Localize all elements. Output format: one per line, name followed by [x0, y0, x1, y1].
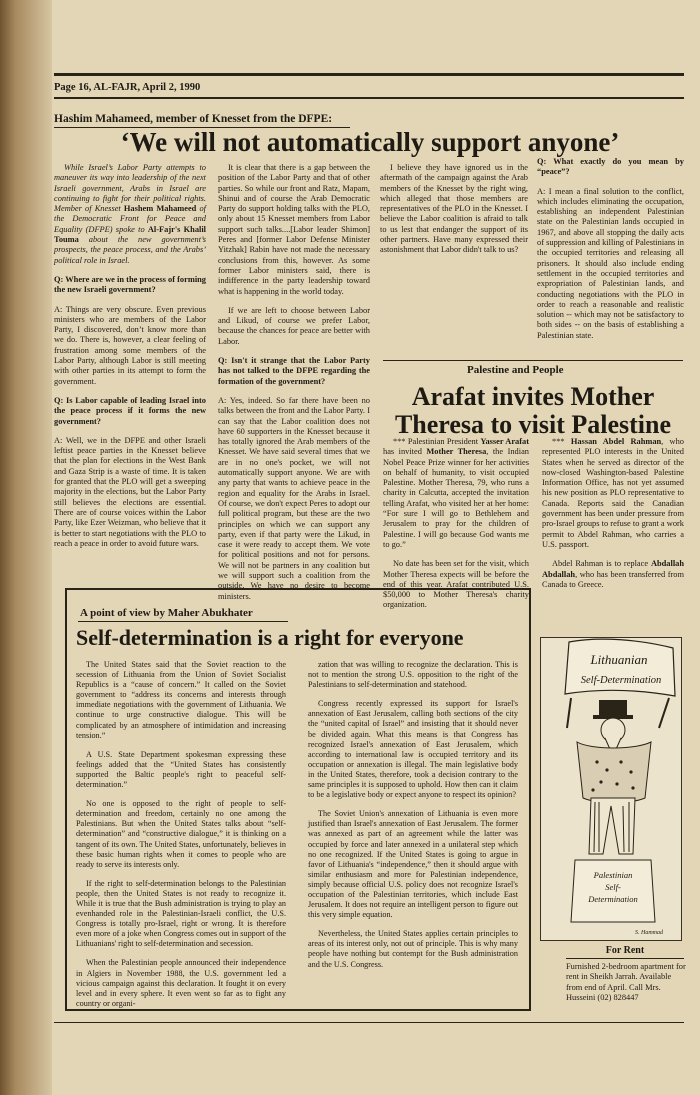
interview-column-1	[54, 163, 206, 558]
answer-2: A: Well, we in the DFPE and other Israeli leftist peace parties in the Knesset believe that the plan for elections in the West Bank and Gaza Strip is a waste of time. It is taken for granted that the PLO will get a sweeping majority in the elections, but the Labor Party still believes the elections are essential. There are of course voices within the Labor Party, like Ezer Weizman, who believe that it is better to start negotiations with the PLO to reach a peace in order to avoid future wars.	[54, 435, 206, 548]
running-head-rule	[54, 97, 684, 99]
question-1: Q: Where are we in the process of forming the new Israeli government?	[54, 274, 206, 295]
for-rent-heading: For Rent	[605, 945, 645, 956]
arafat-headline: Arafat invites Mother Theresa to visit Palestine	[394, 382, 672, 439]
cartoon-drawing	[541, 638, 681, 940]
arafat-paragraph-1: *** Palestinian President Yasser Arafat has invited Mother Theresa, the Indian Nobel Peace Prize winner for her activities on behalf of humanity, to visit occupied Palestine. Mother Theresa, 79, who runs a charity in Calcutta, accepted the invitation telling Arafat, who visited her at her home: “For sure I will go to Bethlehem and Jerusalem to pray for the children of Palestine. I will go because God wants me to go.”	[383, 437, 529, 549]
arafat-paragraph-4: Abdel Rahman is to replace Abdallah Abdallah, who has been transferred from Canada to Greece.	[542, 559, 684, 589]
left-arm-line	[567, 698, 571, 728]
pov-paragraph-2: A U.S. State Department spokesman expressing these feelings added that the “United States has consistently supported the Baltic people's right to peaceful self-determination.”	[76, 749, 286, 790]
tag-line-1: Palestinian	[593, 870, 633, 880]
sign-board	[565, 639, 675, 696]
arafat-paragraph-3: *** Hassan Abdel Rahman, who represented PLO interests in the United States when he served as director of the now-closed Washington-based Palestine Information Office, has not yet assumed his new position as PLO representative to Canada. Reports said the Canadian government has been under pressure from pro-Israel groups to refuse to grant a work permit to Abdel Rahman, who carries a U.S. passport.	[542, 437, 684, 549]
sign-text-bottom: Self-Determination	[580, 675, 662, 686]
interview-headline: ‘We will not automatically support anyone’	[120, 127, 620, 157]
interview-paragraph-4: If we are left to choose between Labor and Likud, of course we prefer Labor, because the chances for peace are better with Labor.	[218, 305, 370, 346]
point-of-view-headline: Self-determination is a right for everyone	[76, 625, 464, 650]
section-label: Palestine and People	[467, 364, 564, 376]
for-rent-rule	[566, 958, 684, 959]
cartoon	[540, 637, 682, 941]
tag-line-3: Determination	[588, 894, 638, 904]
answer-3: A: Yes, indeed. So far there have been no talks between the front and the Labor Party. I can say that the Labor coalition does not have 60 supporters in the Knesset because it has totally ignored the Arab members of the Knesset. We have said several times that we are in no one's pocket, we will not automatically support anyone. We are with any party that wants to achieve peace in the region and equality for the Arabs in Israel. Of course, we don't expect Peres to adopt our full political program, but these are the two principles on which we can support any party, even if that party were the Likud, in case it were ready to accept them. We vote for political positions and not for persons. We will not be partners in any coalition but we will support such a coalition from the outside. We have no desire to become ministers.	[218, 395, 370, 601]
point-of-view-byline-rule	[78, 621, 288, 622]
point-of-view-column-1	[76, 660, 286, 1018]
answer-4: A: I mean a final solution to the conflict, which includes eliminating the occupation, establishing an independent Palestinian state on the Palestinian lands occupied in 1967, and above all stopping the daily acts of suppression and killing of Palestinians in the occupied territories and releasing all prisoners. It should also include ending settlement in the occupied territories and expropriation of Palestinian lands, and conducting negotiations with the PLO in order to reach a reasonable and realistic solution -- which may not be satisfactory to both sides -- on the basis of establishing a Palestinian state.	[537, 186, 684, 340]
interview-column-2	[218, 163, 370, 611]
point-of-view-byline: A point of view by Maher Abukhater	[80, 607, 253, 619]
pov-paragraph-5: When the Palestinian people announced their independence in Algiers in November 1988, the U.S. government led a vicious campaign against this declaration. It fought it on every level and in every sphere. It even went so far as to fight any country or organi-	[76, 958, 286, 1008]
pov-paragraph-8: The Soviet Union's annexation of Lithuania is even more justified than Israel's annexation of East Jerusalem. The former was annexed as part of an agreement while the latter was occupied by force and later annexed in a unilateral step which no one recognized. If the United States is going to argue in favor of Lithuania's “independence,” then it should argue with similar enthusiasm and more for Palestinian independence, simply because official U.S. policy does not recognize Israel's occupation of the Palestinian territories, which include East Jerusalem. It does not require an intelligent person to figure out this very simple equation.	[308, 809, 518, 920]
question-2: Q: Is Labor capable of leading Israel into the peace process if it forms the new government?	[54, 395, 206, 426]
pov-paragraph-9: Nevertheless, the United States applies certain principles to areas of its interest only, not out of principle. This is why many people have nothing but contempt for the Bush administration and the U.S. Congress.	[308, 929, 518, 969]
pov-paragraph-3: No one is opposed to the right of people to self-determination and freedom, certainly no one among the Palestinians. But when the United States talks about “self-determination” and “constructive dialogue,” it is thinking on a tangent of its own. The United States, unfortunately, believes in these basic human rights when it comes to people who are ready to serve its interests only.	[76, 799, 286, 869]
interview-column-3	[380, 163, 528, 265]
interview-column-4	[537, 157, 684, 350]
interview-paragraph-3: It is clear that there is a gap between the position of the Labor Party and that of other parties. So while our front and Ratz, Mapam, Shinui and of course the Arab Democratic Party do support holding talks with the PLO, only about 15 Knesset members from Labor support such talks....[Labor leader Shimon] Peres and [former Labor Defense Minister Yitzhak] Rabin have not made the necessary conclusions from this, however. As some former Labor ministers said, there is indifference in the party leadership toward what is happening in the world today.	[218, 163, 370, 296]
bottom-rule	[54, 1022, 684, 1023]
question-3: Q: Isn't it strange that the Labor Party has not talked to the DFPE regarding the formation of the government?	[218, 356, 370, 386]
interview-intro: While Israel’s Labor Party attempts to maneuver its way into leadership of the next Israeli government, Arabs in Israel are continuing to fight for their political rights. Member of Knesset Hashem Mahameed of the Democratic Front for Peace and Equality (DFPE) spoke to Al-Fajr's Khalil Touma about the new government’s prospects, the peace process, and the Arabs’ political role in Israel.	[54, 163, 206, 265]
pov-paragraph-6: zation that was willing to recognize the declaration. This is not to mention the strong U.S. opposition to the right of the Palestinians to self-determination and statehood.	[308, 660, 518, 690]
right-arm-line	[659, 698, 669, 728]
sign-text-top: Lithuanian	[590, 652, 648, 667]
top-rule	[54, 73, 684, 76]
arafat-paragraph-2: No date has been set for the visit, which Mother Theresa expects will be before the end of this year. Arafat contributed U.S. $50,000 to Mother Theresa's charity organization.	[383, 559, 529, 610]
cartoon-signature: S. Hammad	[635, 930, 663, 936]
striped-pants	[589, 798, 635, 854]
pov-paragraph-7: Congress recently expressed its support for Israel's annexation of East Jerusalem, calling both sections of the city the “united capital of Israel” and insisting that it should never be divided again. What this means is that Congress has recognized Israel's annexation of East Jerusalem, which according to international law is occupied territory and its occupation or annexation is illegal. The main legislative body in the United States, therefore, took a decision contrary to the same principles it is supposed to uphold. How then can it claim to be a legislative body or expect anyone to respect its opinion?	[308, 699, 518, 800]
pov-paragraph-1: The United States said that the Soviet reaction to the secession of Lithuania from the Union of Soviet Socialist Republics is a “cause of concern.” It called on the Soviet government to “address its concerns and interests through immediate negotiations with the government of Lithuania. We continue to urge constructive dialogue. This will be complicated by an atmosphere of intimidation and increasing tension.”	[76, 660, 286, 740]
running-head: Page 16, AL-FAJR, April 2, 1990	[54, 82, 201, 93]
interview-paragraph-5: I believe they have ignored us in the aftermath of the campaign against the Arab members of the Knesset by the right wing, which alleged that those members are representatives of the PLO in the Knesset. I believe the Labor coalition is afraid to talk to us lest that endanger the support of its other partners. Have many expressed their astonishment that Labor didn't talk to us?	[380, 163, 528, 255]
star-jacket	[577, 742, 651, 803]
pov-paragraph-4: If the right to self-determination belongs to the Palestinian people, then the United States is not ready to recognize it. While it is true that the Bush administration is trying to play an evenhanded role in the Palestinian-Israeli conflict, the U.S. Congress is totally pro-Israel, right or wrong. It is therefore even more of a joke when Congress comes out in support of the Lithuanians' right to self-determination and secession.	[76, 878, 286, 949]
question-4: Q: What exactly do you mean by “peace”?	[537, 157, 684, 177]
point-of-view-column-2	[308, 660, 518, 979]
answer-1: A: Things are very obscure. Even previous ministers who are members of the Labor Party, I discovered, don’t know more than we do. There is, however, a clear feeling of frustration among some members of the Labor Party, although Labor is still meeting with other parties in its attempt to form the government.	[54, 304, 206, 386]
section-rule	[383, 360, 683, 361]
tag-line-2: Self-	[605, 882, 621, 892]
top-hat	[599, 700, 627, 716]
interview-byline: Hashim Mahameed, member of Knesset from the DFPE:	[54, 113, 333, 125]
for-rent-ad: Furnished 2-bedroom apartment for rent in Sheikh Jarrah. Available from end of April. Call Mrs. Husseini (02) 828447	[566, 962, 686, 1003]
arafat-column-2	[542, 437, 684, 599]
